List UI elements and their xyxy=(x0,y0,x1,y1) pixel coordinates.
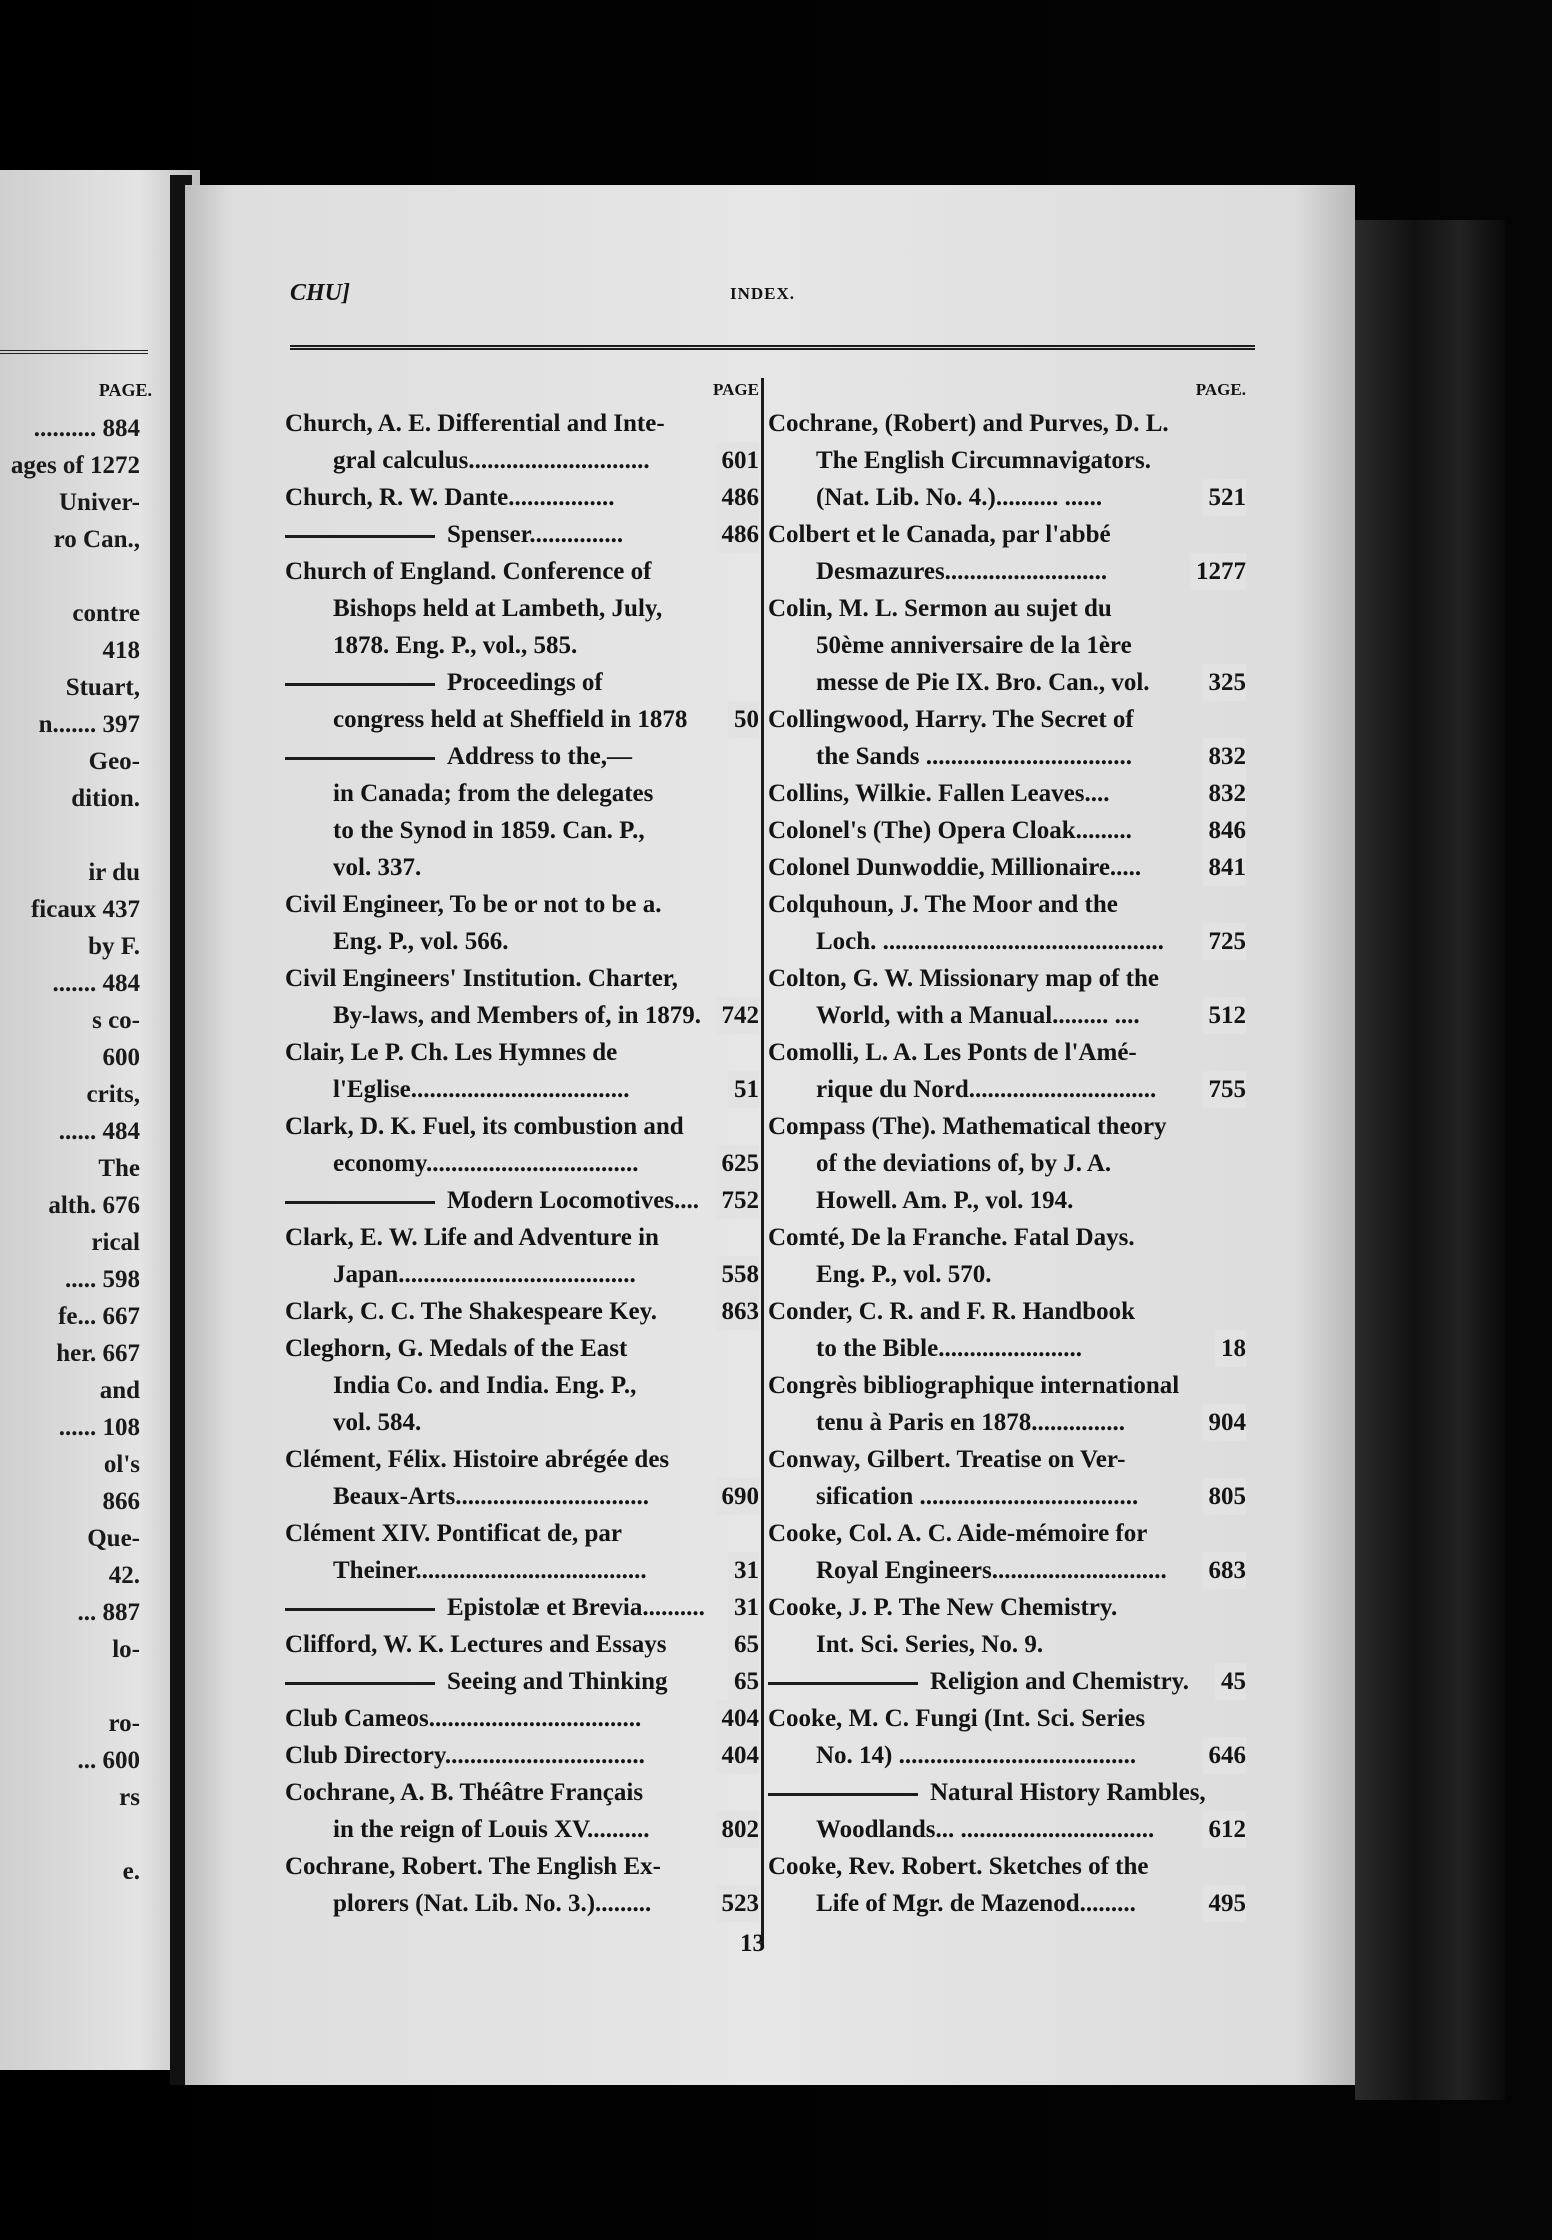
page-number: 65 xyxy=(728,1663,759,1700)
facing-page-lines xyxy=(0,410,190,1890)
page-number: 495 xyxy=(1203,1885,1247,1922)
facing-page-line: crits, xyxy=(86,1081,140,1108)
facing-page-line: lo- xyxy=(112,1636,140,1663)
facing-page-line: ....... 484 xyxy=(52,970,140,997)
index-line xyxy=(285,849,763,886)
page-number: 601 xyxy=(716,442,760,479)
index-line xyxy=(285,1626,763,1663)
index-line xyxy=(768,553,1250,590)
ditto-rule xyxy=(285,535,435,538)
entry-text: Clark, E. W. Life and Adventure in xyxy=(285,1224,659,1251)
entry-text: to the Bible....................... xyxy=(816,1335,1082,1362)
entry-list xyxy=(768,405,1250,1922)
index-line xyxy=(285,553,763,590)
index-line xyxy=(768,1293,1250,1330)
entry-text: Church, A. E. Differential and Inte- xyxy=(285,410,665,437)
facing-page-line: 42. xyxy=(108,1562,140,1589)
entry-text: sification ................................... xyxy=(816,1483,1139,1510)
facing-page-line: The xyxy=(98,1155,140,1182)
entry-text: Collingwood, Harry. The Secret of xyxy=(768,706,1134,733)
index-line xyxy=(285,442,763,479)
index-line xyxy=(768,1441,1250,1478)
entry-text: (Nat. Lib. No. 4.).......... ...... xyxy=(816,484,1103,511)
entry-text: Clair, Le P. Ch. Les Hymnes de xyxy=(285,1039,618,1066)
entry-text: Clément XIV. Pontificat de, par xyxy=(285,1520,622,1547)
entry-text: Club Cameos.................................. xyxy=(285,1705,642,1732)
entry-text: Proceedings of xyxy=(285,664,603,701)
page-number: 1277 xyxy=(1190,553,1246,590)
facing-page-line: ..... 598 xyxy=(65,1266,140,1293)
ditto-rule xyxy=(285,1201,435,1204)
index-line xyxy=(768,1700,1250,1737)
ditto-rule xyxy=(285,1682,435,1685)
index-line xyxy=(285,1774,763,1811)
facing-page-line xyxy=(0,817,190,854)
facing-page-line: ... 887 xyxy=(77,1599,140,1626)
index-line xyxy=(285,1552,763,1589)
entry-text: Clark, C. C. The Shakespeare Key. xyxy=(285,1298,658,1325)
index-line xyxy=(285,1737,763,1774)
index-line xyxy=(768,886,1250,923)
entry-text: Colton, G. W. Missionary map of the xyxy=(768,965,1160,992)
facing-page-line: Que- xyxy=(87,1525,140,1552)
entry-text: Natural History Rambles, xyxy=(768,1774,1206,1811)
entry-text: Cochrane, Robert. The English Ex- xyxy=(285,1853,661,1880)
facing-page-label: PAGE. xyxy=(98,380,152,400)
index-line xyxy=(285,1145,763,1182)
index-line xyxy=(768,1478,1250,1515)
entry-text: congress held at Sheffield in 1878 xyxy=(333,706,688,733)
index-line xyxy=(285,590,763,627)
page-number: 742 xyxy=(716,997,760,1034)
page-number: 904 xyxy=(1203,1404,1247,1441)
entry-text: Woodlands... ............................... xyxy=(816,1816,1155,1843)
index-line xyxy=(285,627,763,664)
index-line xyxy=(768,997,1250,1034)
facing-page-line xyxy=(0,558,190,595)
facing-page-line: n....... 397 xyxy=(38,711,140,738)
index-line xyxy=(768,1811,1250,1848)
facing-page-line: Univer- xyxy=(59,489,140,516)
index-line xyxy=(285,1071,763,1108)
entry-text: Cochrane, A. B. Théâtre Français xyxy=(285,1779,644,1806)
index-line xyxy=(768,1885,1250,1922)
index-line xyxy=(285,960,763,997)
index-line xyxy=(285,1441,763,1478)
index-line xyxy=(285,1589,763,1626)
page-header xyxy=(290,280,1250,320)
index-line xyxy=(285,664,763,701)
facing-page-line: ...... 484 xyxy=(58,1118,140,1145)
ditto-rule xyxy=(285,1608,435,1611)
index-line xyxy=(285,1478,763,1515)
entry-text: Club Directory................................ xyxy=(285,1742,645,1769)
page-number: 31 xyxy=(728,1552,759,1589)
ditto-rule xyxy=(285,757,435,760)
page-number: 832 xyxy=(1203,775,1247,812)
entry-text: Desmazures.......................... xyxy=(816,558,1108,585)
index-line xyxy=(768,1404,1250,1441)
index-line xyxy=(285,479,763,516)
entry-text: Cooke, M. C. Fungi (Int. Sci. Series xyxy=(768,1705,1146,1732)
entry-text: Address to the,— xyxy=(285,738,632,775)
facing-page-line: ro Can., xyxy=(53,526,140,553)
index-line xyxy=(768,738,1250,775)
signature-mark: 13 xyxy=(740,1930,765,1957)
facing-page-line: 600 xyxy=(102,1044,140,1071)
page-number: 612 xyxy=(1203,1811,1247,1848)
index-line xyxy=(768,1737,1250,1774)
page-number: 690 xyxy=(716,1478,760,1515)
entry-text: vol. 584. xyxy=(333,1409,422,1436)
page-number: 841 xyxy=(1203,849,1247,886)
entry-text: Civil Engineers' Institution. Charter, xyxy=(285,965,678,992)
index-line xyxy=(285,1219,763,1256)
facing-page-line: 418 xyxy=(102,637,140,664)
entry-text: Royal Engineers............................ xyxy=(816,1557,1167,1584)
index-line xyxy=(285,886,763,923)
entry-text: 1878. Eng. P., vol., 585. xyxy=(333,632,578,659)
entry-text: Conder, C. R. and F. R. Handbook xyxy=(768,1298,1136,1325)
index-line xyxy=(768,1108,1250,1145)
index-line xyxy=(285,1182,763,1219)
entry-text: No. 14) ...................................... xyxy=(816,1742,1137,1769)
index-line xyxy=(768,1071,1250,1108)
index-line xyxy=(285,516,763,553)
page-number: 486 xyxy=(716,516,760,553)
index-line xyxy=(768,849,1250,886)
index-line xyxy=(285,1034,763,1071)
page-number: 558 xyxy=(716,1256,760,1293)
facing-page-line: .......... 884 xyxy=(33,415,140,442)
page-number: 846 xyxy=(1203,812,1247,849)
index-line xyxy=(285,1256,763,1293)
facing-page-line: e. xyxy=(122,1858,140,1885)
index-line xyxy=(768,1256,1250,1293)
entry-text: The English Circumnavigators. xyxy=(816,447,1151,474)
facing-page-line: and xyxy=(99,1377,140,1404)
index-line xyxy=(285,1663,763,1700)
index-line xyxy=(768,516,1250,553)
entry-text: Congrès bibliographique international xyxy=(768,1372,1180,1399)
index-line xyxy=(285,1700,763,1737)
facing-page-line: ficaux 437 xyxy=(30,896,140,923)
facing-page-line: s co- xyxy=(92,1007,140,1034)
page-number: 863 xyxy=(716,1293,760,1330)
entry-text: vol. 337. xyxy=(333,854,422,881)
page-number: 45 xyxy=(1215,1663,1246,1700)
facing-page-line: contre xyxy=(72,600,140,627)
page-number: 18 xyxy=(1215,1330,1246,1367)
ditto-rule xyxy=(768,1682,918,1685)
index-column-right xyxy=(768,375,1250,1922)
entry-text: Civil Engineer, To be or not to be a. xyxy=(285,891,662,918)
index-line xyxy=(768,1145,1250,1182)
entry-text: Collins, Wilkie. Fallen Leaves.... xyxy=(768,780,1110,807)
ditto-rule xyxy=(285,683,435,686)
index-line xyxy=(768,1774,1250,1811)
index-line xyxy=(768,442,1250,479)
page-number: 51 xyxy=(728,1071,759,1108)
index-line xyxy=(768,664,1250,701)
page-number: 521 xyxy=(1203,479,1247,516)
header-rule xyxy=(290,345,1255,350)
facing-page-line xyxy=(0,1816,190,1853)
entry-text: Modern Locomotives.... xyxy=(285,1182,699,1219)
page-number: 404 xyxy=(716,1737,760,1774)
entry-text: 50ème anniversaire de la 1ère xyxy=(816,632,1132,659)
index-line xyxy=(285,1108,763,1145)
entry-text: the Sands ................................. xyxy=(816,743,1133,770)
index-line xyxy=(285,1330,763,1367)
entry-text: By-laws, and Members of, in 1879. xyxy=(333,1002,702,1029)
page-title: INDEX. xyxy=(730,284,796,303)
index-line xyxy=(768,1182,1250,1219)
page-number: 646 xyxy=(1203,1737,1247,1774)
facing-page-line: ... 600 xyxy=(77,1747,140,1774)
entry-text: Cochrane, (Robert) and Purves, D. L. xyxy=(768,410,1169,437)
facing-page-line: ro- xyxy=(108,1710,140,1737)
index-line xyxy=(768,1589,1250,1626)
column-page-label: PAGE. xyxy=(1195,380,1246,399)
facing-page-line: Geo- xyxy=(88,748,140,775)
entry-text: Cleghorn, G. Medals of the East xyxy=(285,1335,628,1362)
index-line xyxy=(768,1034,1250,1071)
index-line xyxy=(285,1811,763,1848)
entry-text: Church of England. Conference of xyxy=(285,558,652,585)
entry-text: Colquhoun, J. The Moor and the xyxy=(768,891,1118,918)
page-number: 404 xyxy=(716,1700,760,1737)
page-number: 683 xyxy=(1203,1552,1247,1589)
index-line xyxy=(768,1330,1250,1367)
index-line xyxy=(768,775,1250,812)
column-page-label: PAGE xyxy=(713,380,759,399)
index-line xyxy=(768,1219,1250,1256)
entry-text: Howell. Am. P., vol. 194. xyxy=(816,1187,1074,1214)
entry-text: Colonel's (The) Opera Cloak......... xyxy=(768,817,1132,844)
index-line xyxy=(285,1293,763,1330)
index-line xyxy=(285,1515,763,1552)
page-number: 50 xyxy=(728,701,759,738)
facing-page-line: dition. xyxy=(71,785,140,812)
index-line xyxy=(285,405,763,442)
entry-text: economy.................................. xyxy=(333,1150,639,1177)
entry-text: plorers (Nat. Lib. No. 3.)......... xyxy=(333,1890,652,1917)
entry-text: Conway, Gilbert. Treatise on Ver- xyxy=(768,1446,1126,1473)
ditto-rule xyxy=(768,1793,918,1796)
page-number: 755 xyxy=(1203,1071,1247,1108)
page-number: 805 xyxy=(1203,1478,1247,1515)
index-line xyxy=(768,701,1250,738)
page-number: 486 xyxy=(716,479,760,516)
running-head: CHU] xyxy=(290,280,350,306)
entry-text: Comolli, L. A. Les Ponts de l'Amé- xyxy=(768,1039,1137,1066)
facing-page-line: rical xyxy=(91,1229,140,1256)
page-number: 325 xyxy=(1203,664,1247,701)
page-number: 832 xyxy=(1203,738,1247,775)
entry-text: Clifford, W. K. Lectures and Essays xyxy=(285,1631,667,1658)
index-line xyxy=(285,1885,763,1922)
book-edge xyxy=(1355,220,1505,2100)
page-number: 752 xyxy=(716,1182,760,1219)
index-line xyxy=(285,1367,763,1404)
facing-page-line: fe... 667 xyxy=(58,1303,140,1330)
facing-page-line: alth. 676 xyxy=(48,1192,140,1219)
index-line xyxy=(768,479,1250,516)
facing-page-rule xyxy=(0,350,148,354)
page-number: 523 xyxy=(716,1885,760,1922)
entry-text: World, with a Manual......... .... xyxy=(816,1002,1140,1029)
page-number: 725 xyxy=(1203,923,1247,960)
page-number: 512 xyxy=(1203,997,1247,1034)
index-line xyxy=(768,627,1250,664)
facing-page-line: ...... 108 xyxy=(58,1414,140,1441)
entry-text: Cooke, Col. A. C. Aide-mémoire for xyxy=(768,1520,1148,1547)
entry-text: Beaux-Arts............................... xyxy=(333,1483,649,1510)
facing-page-line xyxy=(0,1668,190,1705)
index-line xyxy=(768,1515,1250,1552)
index-line xyxy=(768,923,1250,960)
facing-page-line: her. 667 xyxy=(56,1340,140,1367)
entry-text: Spenser............... xyxy=(285,516,623,553)
entry-text: tenu à Paris en 1878............... xyxy=(816,1409,1126,1436)
entry-text: Eng. P., vol. 570. xyxy=(816,1261,992,1288)
entry-text: Colonel Dunwoddie, Millionaire..... xyxy=(768,854,1142,881)
index-line xyxy=(768,1552,1250,1589)
entry-text: Comté, De la Franche. Fatal Days. xyxy=(768,1224,1135,1251)
facing-page-line: ol's xyxy=(103,1451,140,1478)
entry-text: Clark, D. K. Fuel, its combustion and xyxy=(285,1113,684,1140)
index-line xyxy=(285,701,763,738)
entry-text: messe de Pie IX. Bro. Can., vol. xyxy=(816,669,1150,696)
entry-text: Bishops held at Lambeth, July, xyxy=(333,595,663,622)
entry-text: Clément, Félix. Histoire abrégée des xyxy=(285,1446,670,1473)
entry-text: Theiner..................................... xyxy=(333,1557,647,1584)
entry-text: Loch. ............................................. xyxy=(816,928,1164,955)
entry-text: Epistolæ et Brevia.......... xyxy=(285,1589,705,1626)
entry-text: to the Synod in 1859. Can. P., xyxy=(333,817,645,844)
index-line xyxy=(285,1848,763,1885)
page-number: 802 xyxy=(716,1811,760,1848)
entry-text: Compass (The). Mathematical theory xyxy=(768,1113,1167,1140)
entry-text: Religion and Chemistry. xyxy=(768,1663,1189,1700)
facing-page-line: by F. xyxy=(88,933,140,960)
entry-text: Colbert et le Canada, par l'abbé xyxy=(768,521,1111,548)
entry-text: Japan...................................... xyxy=(333,1261,636,1288)
index-line xyxy=(285,997,763,1034)
entry-text: Eng. P., vol. 566. xyxy=(333,928,509,955)
facing-page-line: 866 xyxy=(102,1488,140,1515)
index-line xyxy=(285,923,763,960)
entry-text: Int. Sci. Series, No. 9. xyxy=(816,1631,1044,1658)
entry-list xyxy=(285,405,763,1922)
index-line xyxy=(768,1663,1250,1700)
index-line xyxy=(285,1404,763,1441)
entry-text: rique du Nord.............................. xyxy=(816,1076,1157,1103)
index-line xyxy=(768,405,1250,442)
page-number: 65 xyxy=(728,1626,759,1663)
facing-page-line: ages of 1272 xyxy=(10,452,140,479)
index-line xyxy=(768,960,1250,997)
page-number: 625 xyxy=(716,1145,760,1182)
index-line xyxy=(768,812,1250,849)
entry-text: in Canada; from the delegates xyxy=(333,780,654,807)
page-number: 31 xyxy=(728,1589,759,1626)
index-line xyxy=(768,1848,1250,1885)
entry-text: Church, R. W. Dante................. xyxy=(285,484,615,511)
index-line xyxy=(285,812,763,849)
index-line xyxy=(768,1367,1250,1404)
index-column-left xyxy=(285,375,763,1922)
facing-page-line: rs xyxy=(119,1784,140,1811)
entry-text: Life of Mgr. de Mazenod......... xyxy=(816,1890,1136,1917)
entry-text: Cooke, J. P. The New Chemistry. xyxy=(768,1594,1118,1621)
entry-text: gral calculus............................. xyxy=(333,447,650,474)
entry-text: in the reign of Louis XV.......... xyxy=(333,1816,650,1843)
entry-text: Colin, M. L. Sermon au sujet du xyxy=(768,595,1112,622)
entry-text: of the deviations of, by J. A. xyxy=(816,1150,1112,1177)
index-line xyxy=(768,590,1250,627)
entry-text: India Co. and India. Eng. P., xyxy=(333,1372,637,1399)
index-line xyxy=(285,738,763,775)
index-line xyxy=(285,775,763,812)
entry-text: Seeing and Thinking xyxy=(285,1663,667,1700)
entry-text: Cooke, Rev. Robert. Sketches of the xyxy=(768,1853,1149,1880)
entry-text: l'Eglise................................... xyxy=(333,1076,630,1103)
facing-page-line: ir du xyxy=(88,859,140,886)
facing-page-line: Stuart, xyxy=(65,674,140,701)
index-line xyxy=(768,1626,1250,1663)
